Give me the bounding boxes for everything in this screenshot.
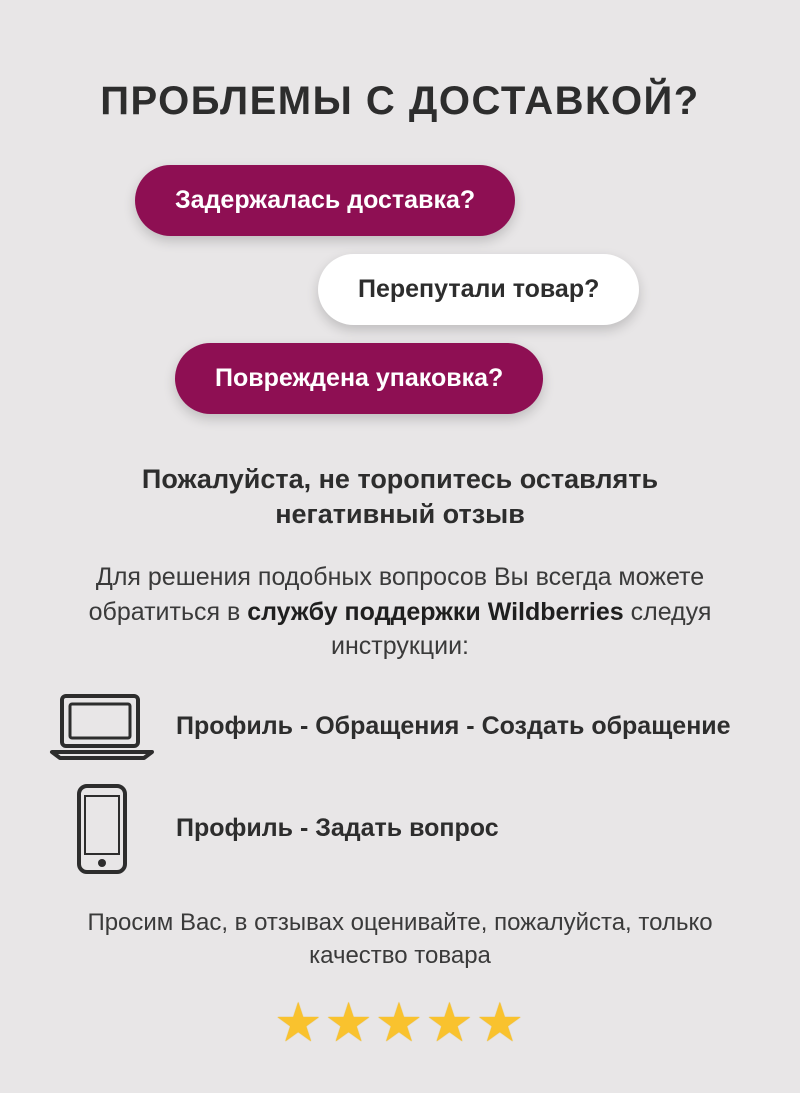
star-3[interactable]: ★ bbox=[374, 992, 426, 1053]
pill-damaged-package[interactable]: Повреждена упаковка? bbox=[175, 343, 543, 414]
laptop-icon bbox=[46, 690, 158, 764]
star-1[interactable]: ★ bbox=[273, 992, 325, 1053]
support-text-part2: следуя инструкции: bbox=[331, 597, 712, 661]
pill-wrong-item[interactable]: Перепутали товар? bbox=[318, 254, 639, 325]
support-text-part1: Для решения подобных вопросов Вы всегда можете обратиться в bbox=[88, 563, 705, 626]
star-4[interactable]: ★ bbox=[425, 992, 476, 1053]
support-text-highlight: службу поддержки Wildberries bbox=[247, 597, 624, 626]
footer-note: Просим Вас, в отзывах оценивайте, пожалуйста, только качество товара bbox=[87, 908, 713, 969]
instruction-steps bbox=[0, 690, 800, 876]
step-mobile-text: Профиль - Задать вопрос bbox=[176, 814, 499, 843]
pill-delivery-delayed[interactable]: Задержалась доставка? bbox=[135, 165, 515, 236]
support-instruction-text bbox=[0, 560, 800, 664]
lead-message: Пожалуйста, не торопитесь оставлять негативный отзыв bbox=[141, 463, 659, 530]
step-mobile bbox=[0, 782, 800, 876]
star-5[interactable]: ★ bbox=[475, 992, 527, 1053]
smartphone-icon bbox=[46, 782, 158, 876]
page-title: ПРОБЛЕМЫ С ДОСТАВКОЙ? bbox=[100, 78, 700, 123]
step-desktop bbox=[0, 690, 800, 764]
pill-row-2 bbox=[0, 254, 800, 325]
step-desktop-main: Профиль - Обращения - bbox=[176, 712, 482, 741]
rating-stars[interactable] bbox=[0, 992, 800, 1053]
step-desktop-tail: Создать обращение bbox=[481, 712, 731, 741]
step-desktop-text bbox=[176, 712, 731, 741]
problem-pill-list bbox=[0, 165, 800, 414]
star-2[interactable]: ★ bbox=[324, 992, 375, 1053]
pill-row-1 bbox=[0, 165, 800, 236]
poster bbox=[0, 27, 800, 1093]
pill-row-3 bbox=[0, 343, 800, 414]
